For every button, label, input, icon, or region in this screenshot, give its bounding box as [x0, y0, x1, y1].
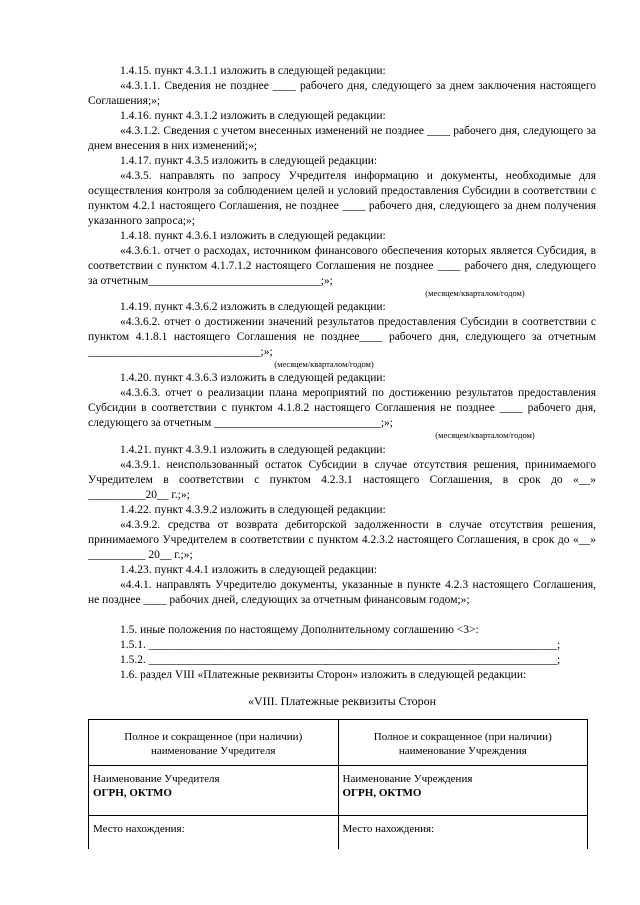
paragraph-1-5-2: 1.5.2. _______________________________________________________________________; — [120, 654, 561, 666]
paragraph-1-4-21: 1.4.21. пункт 4.3.9.1 изложить в следующей редакции: — [120, 444, 386, 456]
paragraph-1-4-22: 1.4.22. пункт 4.3.9.2 изложить в следующей редакции: — [120, 504, 386, 516]
header-founder: Полное и сокращенное (при наличии) наименование Учредителя — [89, 720, 339, 766]
period-label: (месяцем/кварталом/годом) — [435, 430, 535, 440]
paragraph-1-4-23: 1.4.23. пункт 4.4.1 изложить в следующей редакции: — [120, 564, 378, 576]
paragraph-4-3-9-2: «4.3.9.2. средства от возврата дебиторской задолженности в случае отсутствия решения, принимаемого Учредителем в соответствии с пунктом 4.2.3.2 настоящего Соглашения, в срок до «__» __________ 20__ г.;»; — [88, 519, 596, 561]
founder-codes: ОГРН, ОКТМО — [93, 787, 172, 799]
paragraph-1-6: 1.6. раздел VIII «Платежные реквизиты Сторон» изложить в следующей редакции: — [120, 669, 527, 681]
period-label: (месяцем/кварталом/годом) — [425, 288, 525, 298]
paragraph-4-3-1-2: «4.3.1.2. Сведения с учетом внесенных изменений не позднее ____ рабочего дня, следующего за днем внесения в них изменений;»; — [88, 125, 596, 152]
founder-name: Наименование Учредителя — [93, 773, 220, 785]
founder-location: Место нахождения: — [89, 816, 339, 850]
table-row — [89, 720, 588, 766]
payment-details-table — [88, 719, 588, 849]
paragraph-1-4-20: 1.4.20. пункт 4.3.6.3 изложить в следующей редакции: — [120, 372, 386, 384]
paragraph-4-3-1-1: «4.3.1.1. Сведения не позднее ____ рабочего дня, следующего за днем заключения настоящего Соглашения;»; — [88, 80, 596, 107]
paragraph-4-4-1: «4.4.1. направлять Учредителю документы, указанные в пункте 4.2.3 настоящего Соглашения, не позднее ____ рабочих дней, следующих за отчетным финансовым годом;»; — [88, 579, 596, 606]
paragraph-1-4-17: 1.4.17. пункт 4.3.5 изложить в следующей редакции: — [120, 155, 378, 167]
paragraph-4-3-6-3: «4.3.6.3. отчет о реализации плана мероприятий по достижению результатов предоставления Субсидии в соответствии с пунктом 4.1.8.2 настоящего Соглашения не позднее ____ рабочего дня, следующего за отчетным _____________________________;»; — [88, 387, 596, 429]
table-row — [89, 766, 588, 816]
institution-name-cell — [338, 766, 588, 816]
institution-codes: ОГРН, ОКТМО — [342, 787, 422, 799]
paragraph-4-3-6-1: «4.3.6.1. отчет о расходах, источником финансового обеспечения которых является Субсидия, в соответствии с пунктом 4.1.7.1.2 настоящего Соглашения не позднее ____ рабочего дня, следующего за отчетным______________________________;»; — [88, 245, 596, 287]
paragraph-1-4-18: 1.4.18. пункт 4.3.6.1 изложить в следующей редакции: — [120, 230, 386, 242]
header-institution: Полное и сокращенное (при наличии) наименование Учреждения — [338, 720, 588, 766]
paragraph-1-4-19: 1.4.19. пункт 4.3.6.2 изложить в следующей редакции: — [120, 301, 386, 313]
paragraph-4-3-6-2: «4.3.6.2. отчет о достижении значений результатов предоставления Субсидии в соответствии с пунктом 4.1.8.1 настоящего Соглашения не позднее____ рабочего дня, следующего за отчетным ______________________________;»; — [88, 316, 596, 358]
institution-location: Место нахождения: — [338, 816, 588, 850]
paragraph-1-4-16: 1.4.16. пункт 4.3.1.2 изложить в следующей редакции: — [120, 110, 386, 122]
period-label: (месяцем/кварталом/годом) — [274, 359, 374, 369]
paragraph-4-3-9-1: «4.3.9.1. неиспользованный остаток Субсидии в случае отсутствия решения, принимаемого Учредителем в соответствии с пунктом 4.2.3.1 настоящего Соглашения, в срок до «__» __________20__ г.;»; — [88, 459, 596, 501]
paragraph-4-3-5: «4.3.5. направлять по запросу Учредителя информацию и документы, необходимые для осуществления контроля за соблюдением целей и условий предоставления Субсидии в соответствии с пунктом 4.2.1 настоящего Соглашения, не позднее ____ рабочего дня, следующего за днем получения указанного запроса;»; — [88, 170, 596, 227]
paragraph-1-5: 1.5. иные положения по настоящему Дополнительному соглашению <3>: — [120, 624, 479, 636]
founder-name-cell — [89, 766, 339, 816]
institution-name: Наименование Учреждения — [342, 773, 473, 785]
paragraph-1-4-15: 1.4.15. пункт 4.3.1.1 изложить в следующей редакции: — [120, 65, 386, 77]
table-row — [89, 816, 588, 850]
section-title: «VIII. Платежные реквизиты Сторон — [247, 694, 437, 708]
paragraph-1-5-1: 1.5.1. _______________________________________________________________________; — [120, 639, 561, 651]
